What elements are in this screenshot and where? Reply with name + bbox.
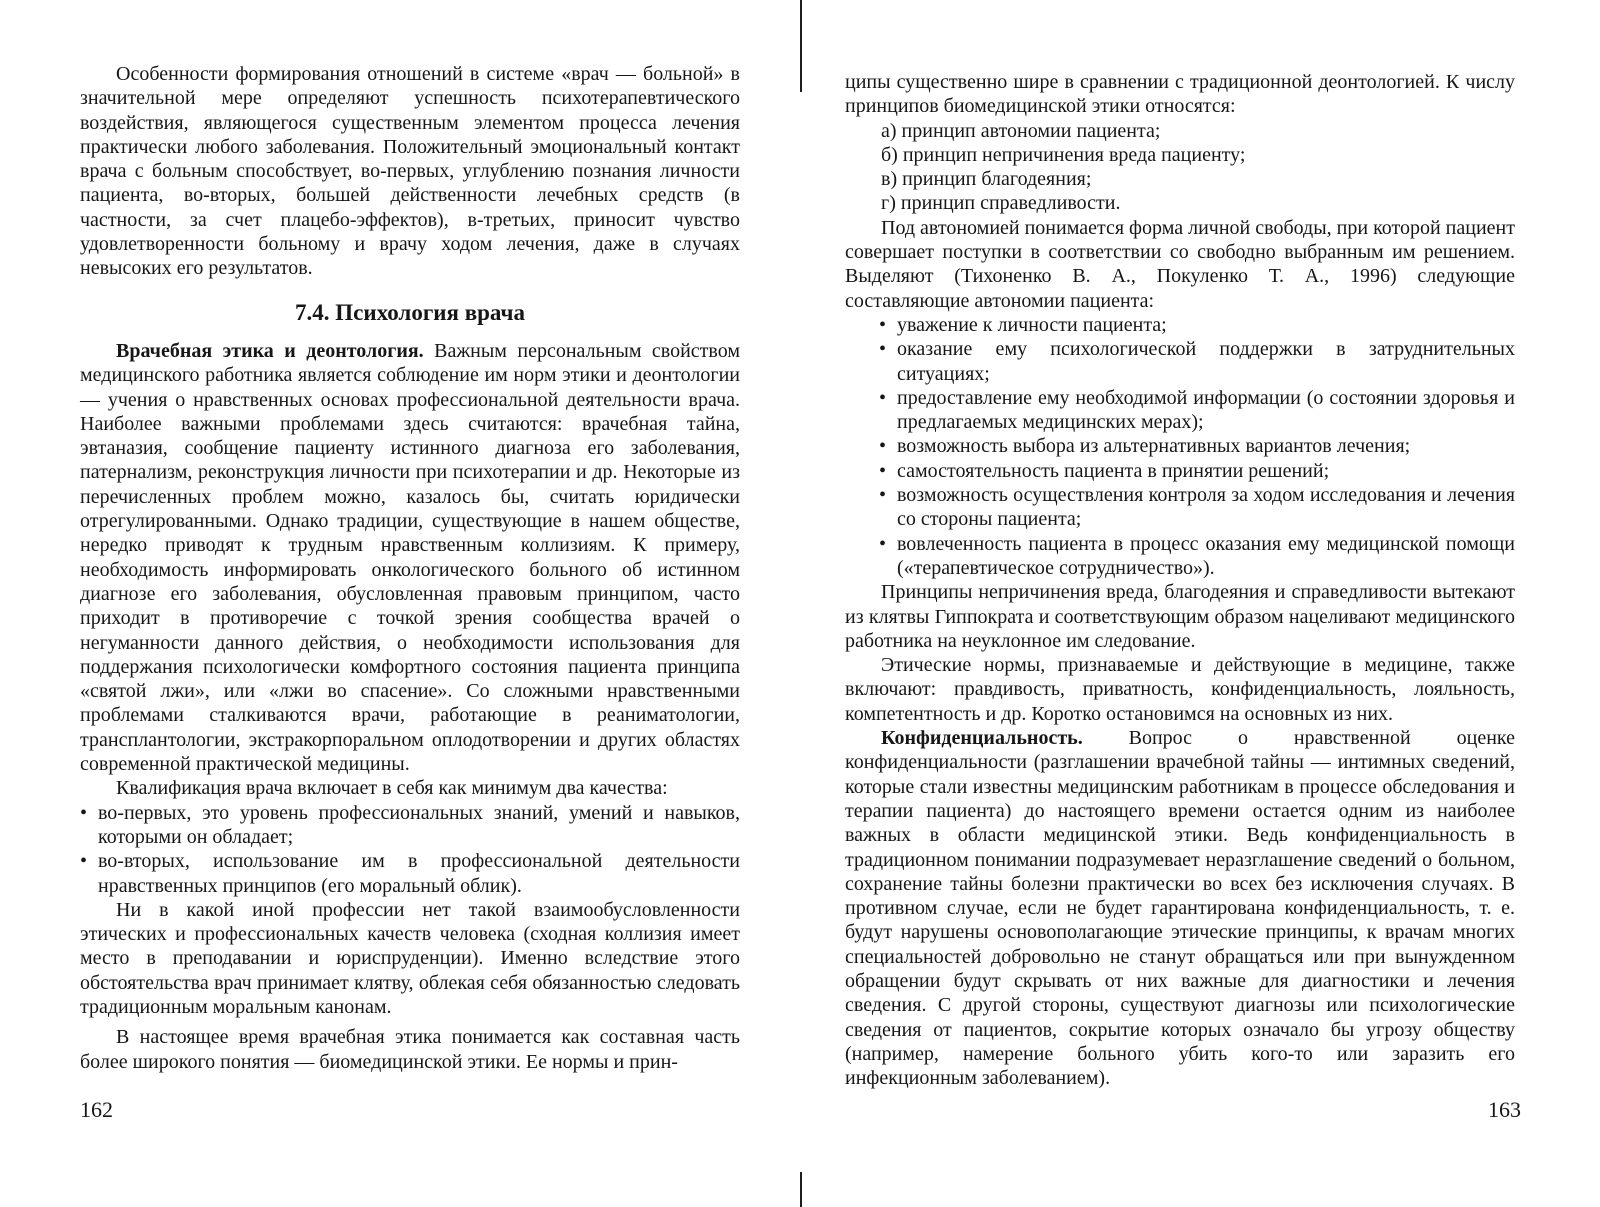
bullet-icon: • xyxy=(879,532,887,555)
autonomy-bullet-list xyxy=(845,313,1515,580)
list-item-text: во-вторых, использование им в профессиональной деятельности нравственных принципов (его моральный облик). xyxy=(98,850,740,897)
right-paragraph-4: Этические нормы, признаваемые и действующие в медицине, также включают: правдивость, приватность, конфиденциальность, лояльность, компетентность и др. Коротко остановимся на основных из них. xyxy=(845,654,1515,725)
bullet-icon: • xyxy=(80,850,88,873)
left-bullet-list xyxy=(80,801,740,898)
list-item-text: возможность осуществления контроля за ходом исследования и лечения со стороны пациента; xyxy=(897,484,1515,531)
list-item xyxy=(845,434,1515,458)
section-heading: 7.4. Психология врача xyxy=(295,299,525,325)
page-number-right: 163 xyxy=(1488,1097,1521,1122)
bullet-icon: • xyxy=(879,386,887,409)
list-item-text: возможность выбора из альтернативных вариантов лечения; xyxy=(897,435,1411,458)
left-page xyxy=(80,62,740,1074)
list-item: в) принцип благодеяния; xyxy=(881,168,1092,191)
list-item: г) принцип справедливости. xyxy=(881,192,1121,215)
list-item xyxy=(845,386,1515,435)
left-paragraph-1: Особенности формирования отношений в системе «врач — больной» в значительной мере определяют успешность психотерапевтического воздействия, являющегося существенным элементом процесса лечения практически любого заболевания. Положительный эмоциональный контакт врача с больным способствует, во-первых, углублению познания личности пациента, во-вторых, большей действенности лечебных средств (в частности, за счет плацебо-эффектов), в-третьих, приносит чувство удовлетворенности больному и врачу ходом лечения, даже в случаях невысоких его результатов. xyxy=(80,63,740,280)
gutter-line-top xyxy=(800,0,802,92)
bullet-icon: • xyxy=(879,338,887,361)
list-item xyxy=(845,459,1515,483)
list-item-text: во-первых, это уровень профессиональных знаний, умений и навыков, которыми он обладает; xyxy=(98,801,740,848)
list-item xyxy=(845,313,1515,337)
list-item: б) принцип непричинения вреда пациенту; xyxy=(881,143,1246,166)
list-item xyxy=(845,532,1515,581)
list-item-text: оказание ему психологической поддержки в затруднительных ситуациях; xyxy=(897,338,1515,385)
left-paragraph-2-text: Важным персональным свойством медицинского работника является соблюдение им норм этики и деонтологии — учения о нравственных основах профессиональной деятельности врача. Наиболее важными проблемами здесь считаются: врачебная тайна, эвтаназия, сообщение пациенту истинного диагноза его заболевания, патернализм, реконструкция личности при психотерапии и др. Некоторые из перечисленных проблем можно, казалось бы, считать юридически отрегулированными. Однако традиции, существующие в нашем обществе, нередко приводят к трудным нравственным коллизиям. К примеру, необходимость информировать онкологического больного об истинном диагнозе его заболевания, обусловленная правовым принципом, часто приходит в противоречие с точкой зрения сообщества врачей о негуманности данного действия, о необходимости использования для поддержания психологически комфортного состояния пациента принципа «святой лжи», или «лжи во спасение». Со сложными нравственными проблемами сталкиваются врачи, работающие в реаниматологии, трансплантологии, экстракорпоральном оплодотворении и других областях современной практической медицины. xyxy=(80,339,741,776)
bullet-icon: • xyxy=(879,459,887,482)
left-paragraph-2 xyxy=(80,339,740,776)
principles-list xyxy=(845,119,1515,216)
gutter-line-bottom xyxy=(800,1172,802,1207)
list-item-text: самостоятельность пациента в принятии решений; xyxy=(897,459,1330,482)
runin-heading-confidentiality: Конфиденциальность. xyxy=(881,727,1083,750)
list-item xyxy=(80,849,740,898)
left-paragraph-5: В настоящее время врачебная этика понимается как составная часть более широкого понятия — биомедицинской этики. Ее нормы и прин- xyxy=(80,1026,740,1073)
right-paragraph-5 xyxy=(845,726,1515,1090)
right-page xyxy=(845,70,1515,1090)
page-number-left: 162 xyxy=(80,1097,113,1122)
left-paragraph-3: Квалификация врача включает в себя как минимум два качества: xyxy=(116,777,668,800)
bullet-icon: • xyxy=(879,484,887,507)
list-item: а) принцип автономии пациента; xyxy=(881,119,1161,142)
list-item-text: вовлеченность пациента в процесс оказания ему медицинской помощи («терапевтическое сотрудничество»). xyxy=(897,532,1515,579)
list-item xyxy=(845,483,1515,532)
right-paragraph-3: Принципы непричинения вреда, благодеяния и справедливости вытекают из клятвы Гиппократа и соответствующим образом нацеливают медицинского работника на неуклонное им следование. xyxy=(845,581,1515,652)
bullet-icon: • xyxy=(879,313,887,336)
right-paragraph-5-text: Вопрос о нравственной оценке конфиденциальности (разглашении врачебной тайны — интимных сведений, которые стали известны медицинским работникам в процессе обследования и терапии пациента) до настоящего времени остается одним из наиболее важных в области медицинской этики. Ведь конфиденциальность в традиционном понимании подразумевает неразглашение сведений о больном, сохранение тайны болезни практически во всех без исключения случаях. В противном случае, если не будет гарантирована конфиденциальность, т. е. будут нарушены основополагающие этические принципы, к врачам многих специальностей добровольно не станут обращаться или при вынужденном обращении будут скрывать от них важные для диагностики и лечения сведения. С другой стороны, существуют диагнозы или психологические сведения от пациентов, сокрытие которых означало бы угрозу обществу (например, намерение больного убить кого-то или заразить его инфекционным заболеванием). xyxy=(845,727,1515,1090)
list-item-text: уважение к личности пациента; xyxy=(897,313,1167,336)
bullet-icon: • xyxy=(879,435,887,458)
list-item xyxy=(80,801,740,850)
runin-heading-ethics: Врачебная этика и деонтология. xyxy=(116,339,424,362)
bullet-icon: • xyxy=(80,801,88,824)
right-paragraph-1: ципы существенно шире в сравнении с традиционной деонтологией. К числу принципов биомедицинской этики относятся: xyxy=(845,71,1515,118)
list-item-text: предоставление ему необходимой информации (о состоянии здоровья и предлагаемых медицинских мерах); xyxy=(897,386,1515,434)
right-paragraph-2: Под автономией понимается форма личной свободы, при которой пациент совершает поступки в соответствии со свободно выбранным им решением. Выделяют (Тихоненко В. А., Покуленко Т. А., 1996) следующие составляющие автономии пациента: xyxy=(845,216,1515,312)
list-item xyxy=(845,337,1515,386)
left-paragraph-4: Ни в какой иной профессии нет такой взаимообусловленности этических и профессиональных качеств человека (сходная коллизия имеет место в преподавании и юриспруденции). Именно вследствие этого обстоятельства врач принимает клятву, облекая себя обязанностью следовать традиционным моральным канонам. xyxy=(80,898,740,1018)
